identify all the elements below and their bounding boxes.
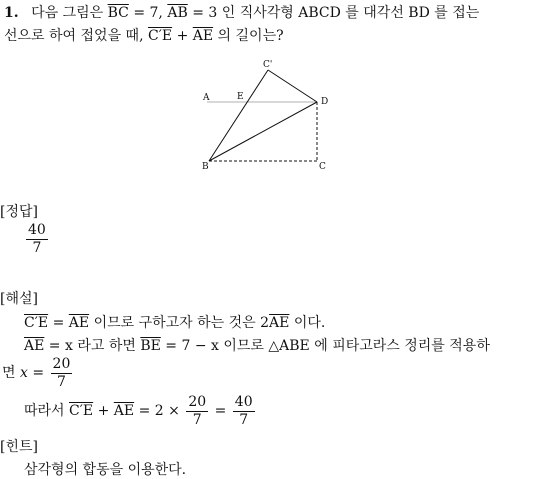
rectangle-fold-figure [195, 55, 345, 177]
hint-heading: [힌트] [0, 439, 38, 455]
expl4-fraction-1 [186, 395, 208, 427]
problem-line2-rest: 의 길이는? [217, 28, 284, 44]
expl4-ce: C′E [69, 403, 94, 420]
expl4-num1: 20 [188, 394, 207, 410]
expl3-numerator: 20 [52, 356, 71, 372]
expl4-den1: 7 [192, 411, 202, 428]
segment-c-prime-d [268, 70, 317, 102]
expl2-be: $\overline{BE}$ [140, 338, 161, 354]
label-b: B [202, 162, 209, 172]
problem-line2-intro: 선으로 하여 접었을 때, [4, 28, 144, 44]
expl2-ae: $\overline{AE}$ [24, 338, 45, 354]
expl1-mid: 이므로 구하고자 하는 것은 2 [93, 315, 270, 331]
segment-ce: C′E [147, 28, 173, 44]
bc-value: = 7, [133, 5, 163, 21]
expl1-ae: $\overline{AE}$ [68, 315, 90, 331]
explanation-line-1 [24, 316, 325, 330]
hint-text: 삼각형의 합동을 이용한다. [24, 462, 187, 478]
expl1-ae2: $\overline{AE}$ [269, 315, 290, 331]
segment-ae: $\overline{AE}$ [192, 28, 214, 44]
explanation-line-4 [24, 395, 257, 427]
expl4-den2: 7 [239, 411, 249, 428]
expl4-ae: $\overline{AE}$ [113, 403, 135, 420]
label-e: E [237, 92, 244, 102]
expl4-fraction-2 [233, 395, 255, 427]
expl4-prefix: 따라서 [24, 403, 65, 420]
expl4-num2: 40 [234, 394, 253, 410]
expl3-fraction [51, 357, 73, 389]
expl4-eq: = 2 × [138, 403, 180, 420]
segment-bc: $\overline{BC}$ [107, 5, 129, 21]
problem-number: 1. [4, 5, 19, 21]
problem-intro: 다음 그림은 [31, 5, 104, 21]
problem-line-1 [4, 6, 479, 20]
label-d: D [321, 97, 329, 107]
expl4-eq2: = [214, 403, 227, 420]
answer-numerator: 40 [28, 222, 46, 238]
explanation-heading: [해설] [0, 291, 38, 307]
label-c: C [319, 162, 326, 172]
expl3-prefix: 면 [2, 365, 16, 382]
problem-line-2 [4, 29, 284, 43]
label-c-prime: C' [263, 60, 273, 70]
explanation-line-3 [2, 357, 74, 389]
expl2-eqx: = x 라고 하면 [48, 338, 136, 354]
expl1-ce: C′E [24, 315, 49, 331]
expl2-rest: = 7 − x 이므로 △ABE 에 피타고라스 정리를 적용하 [165, 338, 490, 354]
answer-denominator: 7 [32, 239, 42, 256]
expl1-eq: = [52, 315, 65, 331]
expl3-x: x [19, 365, 28, 382]
expl3-denominator: 7 [56, 373, 66, 390]
expl3-eq: = [32, 365, 45, 382]
ab-value: = 3 [192, 5, 218, 21]
answer-heading: [정답] [0, 204, 38, 220]
diagonal-bd [209, 102, 317, 161]
expl4-plus: + [97, 403, 110, 420]
expl1-end: 이다. [293, 315, 326, 331]
segment-ab: $\overline{AB}$ [167, 5, 188, 21]
segment-bc-prime [209, 70, 268, 161]
problem-text-rest: 인 직사각형 ABCD 를 대각선 BD 를 접는 [221, 5, 480, 21]
plus-sign: + [176, 28, 189, 44]
answer-fraction [26, 223, 48, 255]
label-a: A [203, 93, 210, 103]
explanation-line-2 [24, 339, 490, 353]
answer-value [24, 223, 50, 255]
